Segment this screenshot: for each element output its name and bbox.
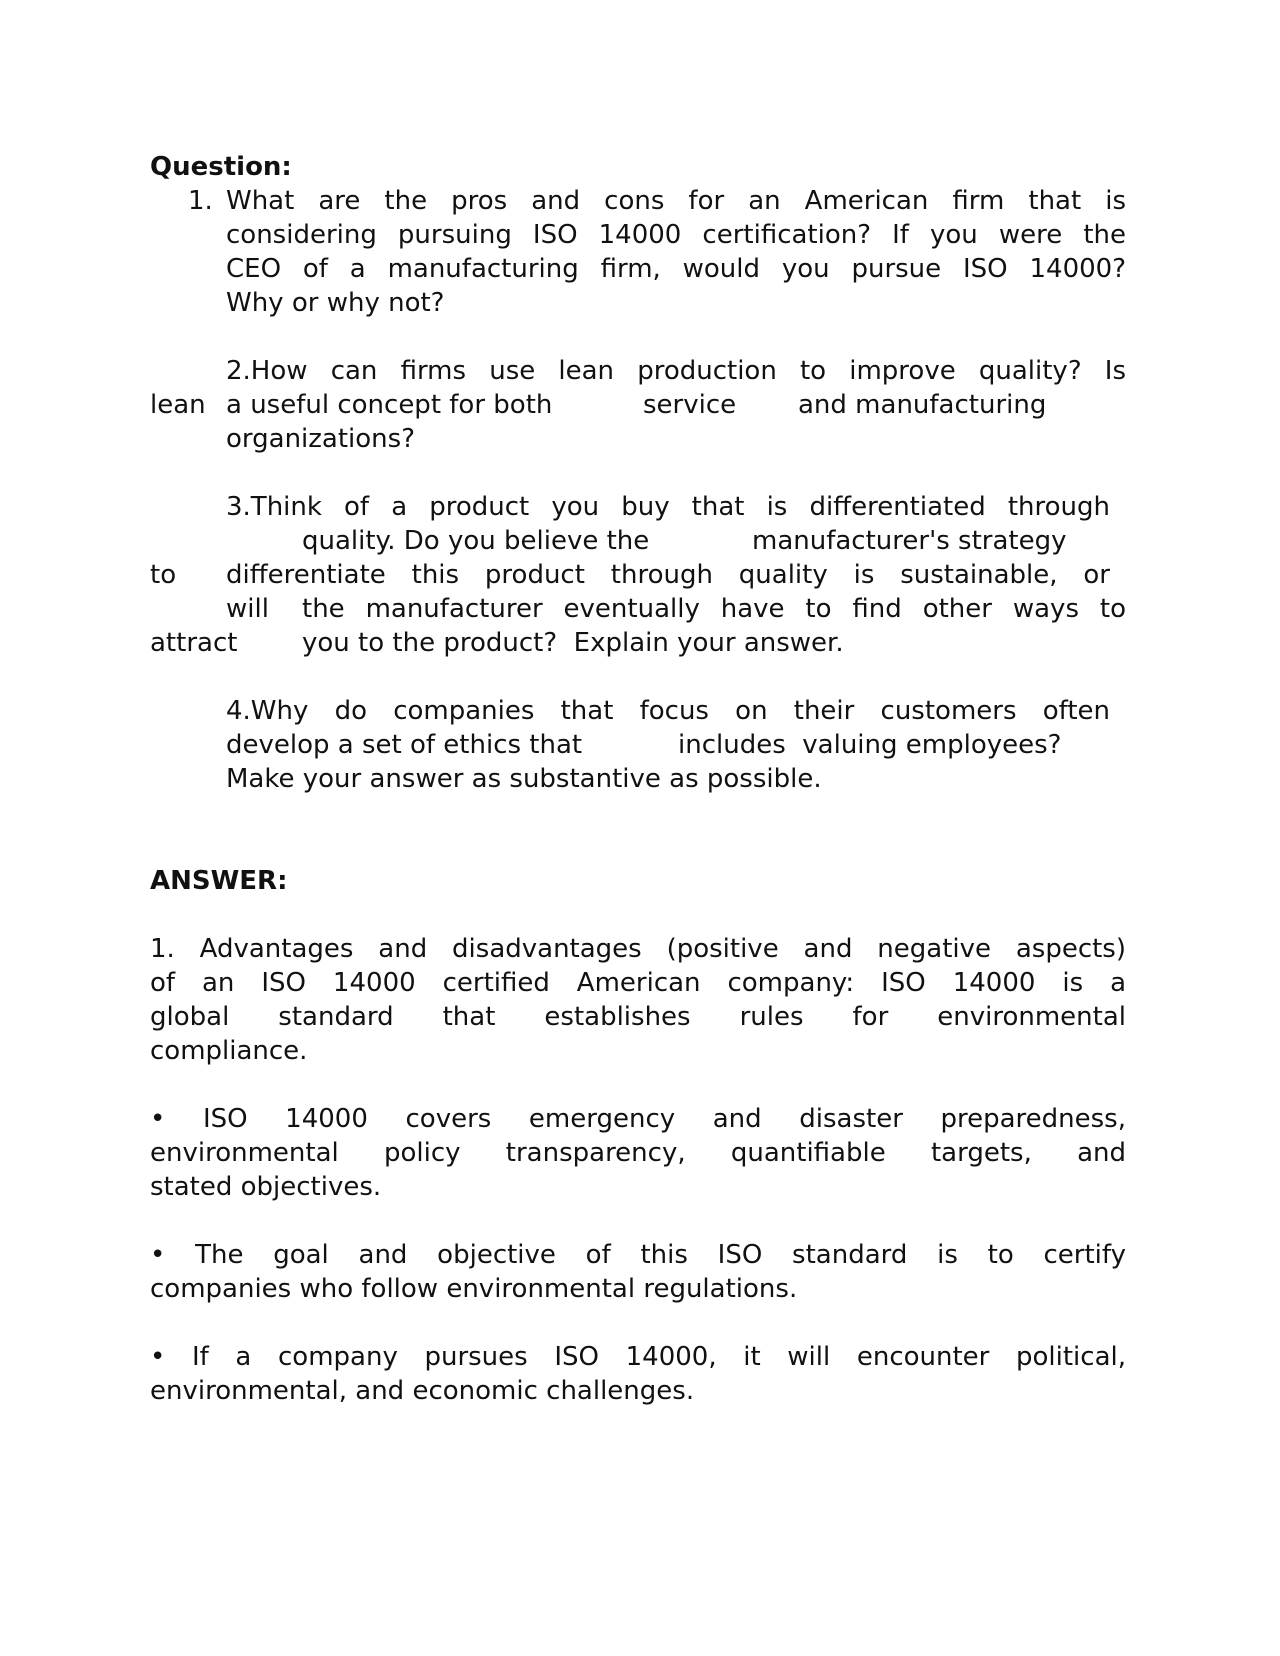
q3-line-5: you to the product? Explain your answer. xyxy=(302,628,844,658)
q2-line-2-prefix: lean xyxy=(150,390,206,420)
q3-line-4-a: will xyxy=(226,594,269,624)
q1-text xyxy=(226,184,1126,320)
answer-1-line-4: compliance. xyxy=(150,1036,308,1066)
q2-line-1-wrap xyxy=(226,354,1126,388)
bullet-2-line-1: • The goal and objective of this ISO standard is to certify xyxy=(150,1240,1126,1270)
q4-line-2-b: includes valuing employees? xyxy=(678,730,1062,760)
answer-heading: ANSWER: xyxy=(150,866,288,896)
bullet-3 xyxy=(150,1340,1126,1408)
q1-number: 1. xyxy=(188,186,213,216)
bullet-1-line-2: environmental policy transparency, quantifiable targets, and xyxy=(150,1138,1126,1168)
q4-line-1: 4.Why do companies that focus on their customers often xyxy=(226,696,1110,726)
q2-line-1: 2.How can firms use lean production to improve quality? Is xyxy=(226,356,1126,386)
answer-1-line-2: of an ISO 14000 certified American company: ISO 14000 is a xyxy=(150,968,1126,998)
q4-line-2-a: develop a set of ethics that xyxy=(226,730,583,760)
q2-line-2-b: service xyxy=(643,390,737,420)
bullet-1 xyxy=(150,1102,1126,1204)
q3-line-3: differentiate this product through quality is sustainable, or xyxy=(226,560,1110,590)
bullet-2-line-2: companies who follow environmental regulations. xyxy=(150,1274,798,1304)
question-heading: Question: xyxy=(150,152,292,182)
q3-line-3-wrap xyxy=(226,558,1110,592)
q2-line-2-a: a useful concept for both xyxy=(226,390,553,420)
q3-line-5-prefix: attract xyxy=(150,628,238,658)
q1-line-4: Why or why not? xyxy=(226,288,445,318)
q1-line-1: What are the pros and cons for an American firm that is xyxy=(226,186,1126,216)
q2-line-2-c: and manufacturing xyxy=(798,390,1047,420)
answer-1 xyxy=(150,932,1126,1068)
q1-line-3: CEO of a manufacturing firm, would you pursue ISO 14000? xyxy=(226,254,1126,284)
bullet-3-line-2: environmental, and economic challenges. xyxy=(150,1376,695,1406)
q3-line-4-b: the manufacturer eventually have to find other ways to xyxy=(302,594,1126,624)
q3-line-3-prefix: to xyxy=(150,560,177,590)
bullet-1-line-3: stated objectives. xyxy=(150,1172,382,1202)
bullet-1-line-1: • ISO 14000 covers emergency and disaster preparedness, xyxy=(150,1104,1126,1134)
q3-line-2-b: manufacturer's strategy xyxy=(752,526,1067,556)
q3-line-1: 3.Think of a product you buy that is differentiated through xyxy=(226,492,1110,522)
bullet-2 xyxy=(150,1238,1126,1306)
q3-line-1-wrap xyxy=(226,490,1110,524)
q4-line-1-wrap xyxy=(226,694,1110,728)
answer-1-line-1: 1. Advantages and disadvantages (positive and negative aspects) xyxy=(150,934,1126,964)
bullet-3-line-1: • If a company pursues ISO 14000, it will encounter political, xyxy=(150,1342,1126,1372)
q3-line-4-wrap xyxy=(302,592,1126,626)
q4-line-3: Make your answer as substantive as possible. xyxy=(226,764,822,794)
q1-line-2: considering pursuing ISO 14000 certification? If you were the xyxy=(226,220,1126,250)
q2-line-3: organizations? xyxy=(226,424,416,454)
answer-1-line-3: global standard that establishes rules for environmental xyxy=(150,1002,1126,1032)
q3-line-2-a: quality. Do you believe the xyxy=(302,526,650,556)
